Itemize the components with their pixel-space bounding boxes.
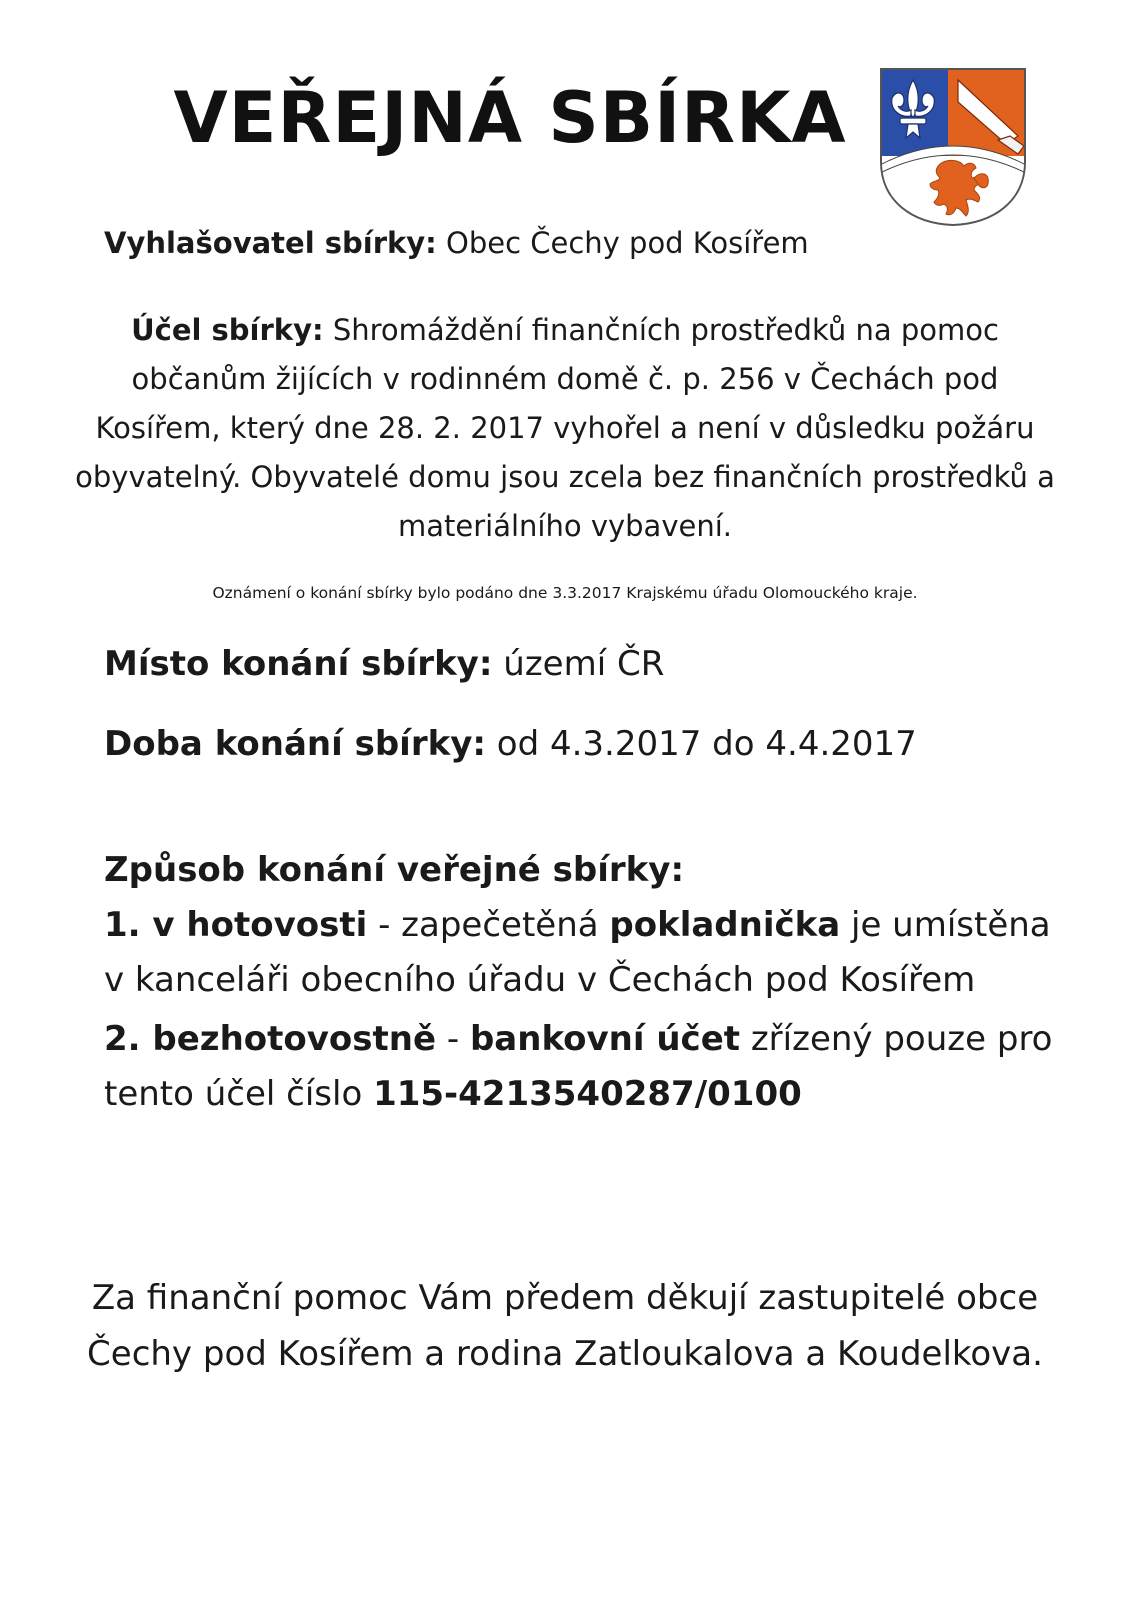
method-cash-sep: - zapečetěná	[367, 905, 610, 945]
method-cash-label: 1. v hotovosti	[104, 905, 368, 945]
place-label: Místo konání sbírky:	[104, 644, 493, 684]
purpose-label: Účel sbírky:	[131, 313, 324, 347]
organizer-line	[104, 226, 809, 260]
method-cash-rest: je umístěna v kanceláři obecního úřadu v Čechách pod Kosířem	[104, 905, 1051, 1000]
place-line	[104, 644, 664, 684]
method-cash	[104, 898, 1064, 1008]
method-cash-bold: pokladnička	[609, 905, 841, 945]
method-bank-bold: bankovní účet	[469, 1019, 741, 1059]
period-value: od 4.3.2017 do 4.4.2017	[496, 724, 917, 764]
method-bank-rest: zřízený pouze pro tento účel číslo	[104, 1019, 1053, 1114]
page-title: VEŘEJNÁ SBÍRKA	[173, 77, 847, 159]
period-label: Doba konání sbírky:	[104, 724, 486, 764]
purpose-text: Shromáždění finančních prostředků na pomoc občanům žijících v rodinném domě č. p. 256 v Čechách pod Kosířem, který dne 28. 2. 2017 vyhořel a není v důsledku požáru obyvatelný. Obyvatelé domu jsou zcela bez finančních prostředků a materiálního vybavení.	[75, 313, 1055, 543]
organizer-value: Obec Čechy pod Kosířem	[446, 226, 809, 260]
purpose-paragraph	[70, 306, 1060, 551]
period-line	[104, 724, 917, 764]
organizer-label: Vyhlašovatel sbírky:	[104, 226, 437, 260]
method-bank-sep: -	[436, 1019, 470, 1059]
method-heading	[104, 850, 684, 890]
method-list	[104, 898, 1064, 1126]
method-heading-text: Způsob konání veřejné sbírky:	[104, 850, 685, 890]
notice-text: Oznámení o konání sbírky bylo podáno dne 3.3.2017 Krajskému úřadu Olomouckého kraje.	[212, 584, 918, 602]
coat-of-arms-emblem	[878, 66, 1028, 228]
thanks-paragraph: Za finanční pomoc Vám předem děkují zastupitelé obce Čechy pod Kosířem a rodina Zatloukalova a Koudelkova.	[87, 1278, 1043, 1374]
method-bank	[104, 1012, 1064, 1122]
method-bank-label: 2. bezhotovostně	[104, 1019, 437, 1059]
bank-account-number: 115-4213540287/0100	[373, 1074, 802, 1114]
place-value: území ČR	[503, 644, 665, 684]
